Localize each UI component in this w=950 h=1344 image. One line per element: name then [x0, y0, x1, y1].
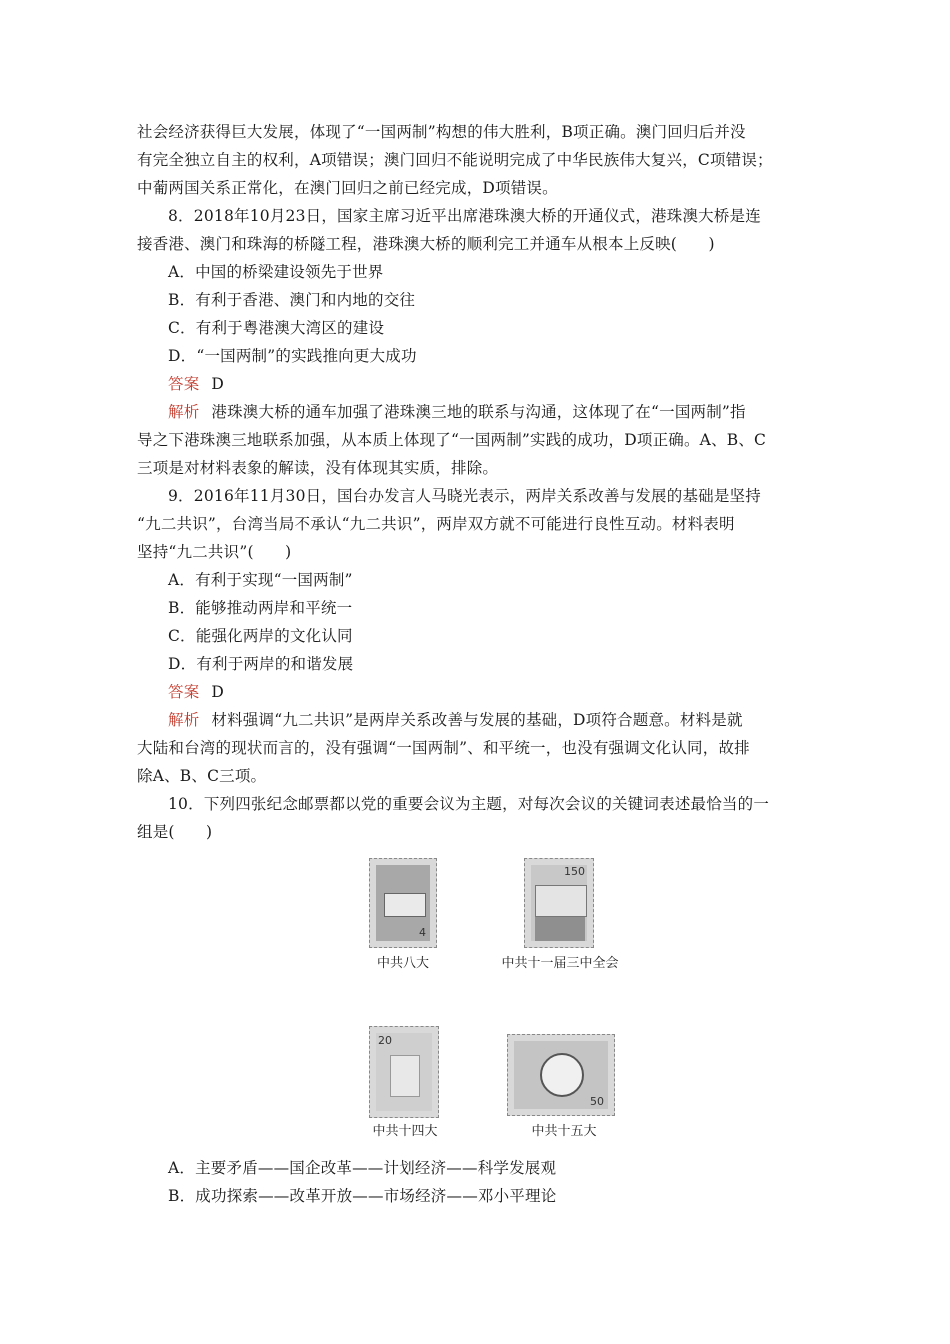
analysis-label: 解析 — [168, 711, 200, 729]
analysis-text: 导之下港珠澳三地联系加强，从本质上体现了“一国两制”实践的成功，D项正确。A、B、C — [137, 431, 767, 449]
question-9-stem: “九二共识”，台湾当局不承认“九二共识”，两岸双方就不可能进行良性互动。材料表明 — [137, 515, 735, 533]
question-8-stem: 8．2018年10月23日，国家主席习近平出席港珠澳大桥的开通仪式，港珠澳大桥是连 — [168, 207, 761, 225]
stamp-caption: 中共十一届三中全会 — [501, 956, 619, 971]
monument-shape — [390, 1055, 420, 1097]
stamp-image — [507, 1034, 615, 1116]
stamp-caption: 中共十五大 — [531, 1124, 597, 1139]
question-8-stem: 接香港、澳门和珠海的桥隧工程，港珠澳大桥的顺利完工并通车从根本上反映( ) — [137, 235, 715, 253]
building-shape — [384, 893, 426, 917]
city-shape — [535, 917, 585, 941]
text-line: 中葡两国关系正常化，在澳门回归之前已经完成，D项错误。 — [137, 179, 558, 197]
text-line: 有完全独立自主的权利，A项错误；澳门回归不能说明完成了中华民族伟大复兴，C项错误； — [137, 151, 773, 169]
question-9-stem: 9．2016年11月30日，国台办发言人马晓光表示，两岸关系改善与发展的基础是坚持 — [168, 487, 761, 505]
analysis-text: 港珠澳大桥的通车加强了港珠澳三地的联系与沟通，这体现了在“一国两制”指 — [211, 403, 746, 421]
answer-label: 答案 — [168, 683, 200, 701]
document-shape — [535, 885, 587, 917]
stamp-image — [524, 858, 594, 948]
question-10-stem: 组是( ) — [137, 823, 213, 841]
option-a: A．主要矛盾——国企改革——计划经济——科学发展观 — [168, 1159, 557, 1177]
option-a: A．有利于实现“一国两制” — [168, 571, 353, 589]
option-b: B．有利于香港、澳门和内地的交往 — [168, 291, 416, 309]
analysis-text: 三项是对材料表象的解读，没有体现其实质，排除。 — [137, 459, 499, 477]
option-b: B．能够推动两岸和平统一 — [168, 599, 353, 617]
text-line: 社会经济获得巨大发展，体现了“一国两制”构想的伟大胜利，B项正确。澳门回归后并没 — [137, 123, 746, 141]
analysis-line — [168, 710, 848, 730]
stamp-image — [369, 858, 437, 948]
stamp-value: 20 — [378, 1034, 392, 1047]
stamp-value: 50 — [590, 1095, 604, 1108]
answer-label: 答案 — [168, 375, 200, 393]
option-a: A．中国的桥梁建设领先于世界 — [168, 263, 384, 281]
stamp-value: 150 — [564, 865, 585, 878]
option-d: D．“一国两制”的实践推向更大成功 — [168, 347, 417, 365]
answer-line — [168, 374, 848, 394]
stamp-caption: 中共八大 — [376, 956, 429, 971]
answer-value: D — [211, 375, 225, 393]
option-c: C．能强化两岸的文化认同 — [168, 627, 353, 645]
analysis-text: 大陆和台湾的现状而言的，没有强调“一国两制”、和平统一，也没有强调文化认同，故排 — [137, 739, 750, 757]
analysis-line — [168, 402, 848, 422]
stamp-caption: 中共十四大 — [372, 1124, 438, 1139]
answer-value: D — [211, 683, 225, 701]
option-b: B．成功探索——改革开放——市场经济——邓小平理论 — [168, 1187, 557, 1205]
answer-line — [168, 682, 848, 702]
question-9-stem: 坚持“九二共识”( ) — [137, 543, 292, 561]
option-d: D．有利于两岸的和谐发展 — [168, 655, 354, 673]
option-c: C．有利于粤港澳大湾区的建设 — [168, 319, 385, 337]
stamp-image — [369, 1026, 439, 1118]
question-10-stem: 10．下列四张纪念邮票都以党的重要会议为主题，对每次会议的关键词表述最恰当的一 — [168, 795, 770, 813]
party-emblem-icon — [540, 1053, 584, 1097]
analysis-text: 除A、B、C三项。 — [137, 767, 267, 785]
analysis-text: 材料强调“九二共识”是两岸关系改善与发展的基础，D项符合题意。材料是就 — [211, 711, 743, 729]
analysis-label: 解析 — [168, 403, 200, 421]
stamp-value: 4 — [419, 926, 426, 939]
